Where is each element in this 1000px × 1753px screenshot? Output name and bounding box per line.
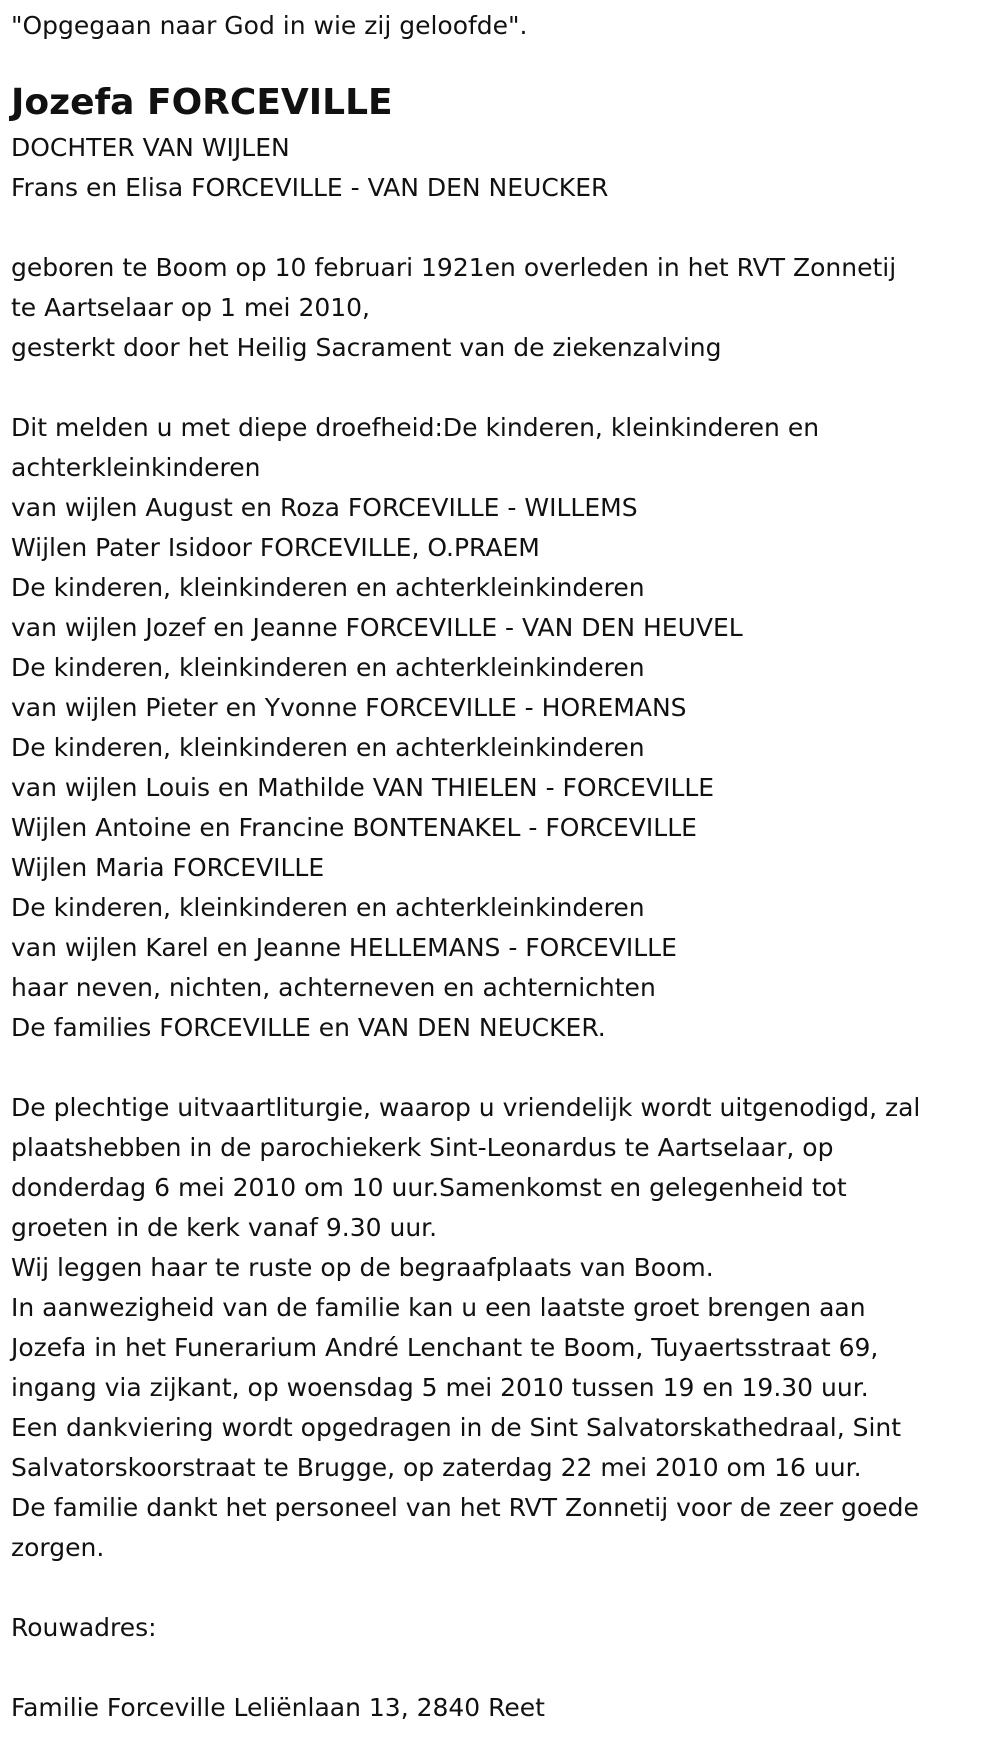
birth-death-line: geboren te Boom op 10 februari 1921en overleden in het RVT Zonnetij [11,253,897,282]
mourners-line: van wijlen Louis en Mathilde VAN THIELEN - FORCEVILLE [11,773,715,802]
ceremony-line: ingang via zijkant, op woensdag 5 mei 2010 tussen 19 en 19.30 uur. [11,1373,869,1402]
ceremony-line: donderdag 6 mei 2010 om 10 uur.Samenkomst en gelegenheid tot [11,1173,847,1202]
mourners-line: De kinderen, kleinkinderen en achterkleinkinderen [11,733,645,762]
mourners-line: van wijlen August en Roza FORCEVILLE - WILLEMS [11,493,638,522]
birth-death-line: gesterkt door het Heilig Sacrament van de ziekenzalving [11,333,722,362]
ceremony-line: De plechtige uitvaartliturgie, waarop u vriendelijk wordt uitgenodigd, zal [11,1093,921,1122]
mourners-line: Wijlen Maria FORCEVILLE [11,853,325,882]
spacer [11,368,1000,408]
ceremony-line: Een dankviering wordt opgedragen in de Sint Salvatorskathedraal, Sint [11,1413,902,1442]
mourners-line: De kinderen, kleinkinderen en achterkleinkinderen [11,893,645,922]
birth-death-line: te Aartselaar op 1 mei 2010, [11,293,371,322]
mourners-line: achterkleinkinderen [11,453,261,482]
ceremony-line: plaatshebben in de parochiekerk Sint-Leonardus te Aartselaar, op [11,1133,834,1162]
mourners-line: De kinderen, kleinkinderen en achterkleinkinderen [11,653,645,682]
ceremony-line: Salvatorskoorstraat te Brugge, op zaterdag 22 mei 2010 om 16 uur. [11,1453,862,1482]
mourners-line: haar neven, nichten, achterneven en achternichten [11,973,656,1002]
address-label: Rouwadres: [11,1613,157,1642]
ceremony-line: In aanwezigheid van de familie kan u een laatste groet brengen aan [11,1293,866,1322]
spacer [11,208,1000,248]
mourners-line: van wijlen Jozef en Jeanne FORCEVILLE - VAN DEN HEUVEL [11,613,743,642]
spacer [11,1048,1000,1088]
ceremony-line: De familie dankt het personeel van het RVT Zonnetij voor de zeer goede [11,1493,919,1522]
parents-line: Frans en Elisa FORCEVILLE - VAN DEN NEUCKER [11,173,609,202]
spacer [11,1648,1000,1688]
ceremony-block [11,1088,1000,1568]
mourners-line: De families FORCEVILLE en VAN DEN NEUCKER. [11,1013,606,1042]
ceremony-line: zorgen. [11,1533,105,1562]
obituary-notice [0,6,1000,1753]
ceremony-line: Jozefa in het Funerarium André Lenchant te Boom, Tuyaertsstraat 69, [11,1333,879,1362]
mourners-line: Wijlen Pater Isidoor FORCEVILLE, O.PRAEM [11,533,540,562]
mourning-address: Familie Forceville Leliënlaan 13, 2840 Reet [11,1693,545,1722]
ceremony-line: groeten in de kerk vanaf 9.30 uur. [11,1213,438,1242]
parents-block [11,128,1000,208]
mourners-line: Dit melden u met diepe droefheid:De kinderen, kleinkinderen en [11,413,820,442]
ceremony-line: Wij leggen haar te ruste op de begraafplaats van Boom. [11,1253,714,1282]
spacer [11,1568,1000,1608]
motto-quote: "Opgegaan naar God in wie zij geloofde". [11,11,528,40]
mourners-line: De kinderen, kleinkinderen en achterkleinkinderen [11,573,645,602]
deceased-name: Jozefa FORCEVILLE [11,82,393,123]
parents-line: DOCHTER VAN WIJLEN [11,133,290,162]
mourners-line: van wijlen Pieter en Yvonne FORCEVILLE - HOREMANS [11,693,687,722]
mourners-line: van wijlen Karel en Jeanne HELLEMANS - FORCEVILLE [11,933,677,962]
birth-death-block [11,248,1000,368]
mourners-line: Wijlen Antoine en Francine BONTENAKEL - FORCEVILLE [11,813,697,842]
mourners-block [11,408,1000,1048]
